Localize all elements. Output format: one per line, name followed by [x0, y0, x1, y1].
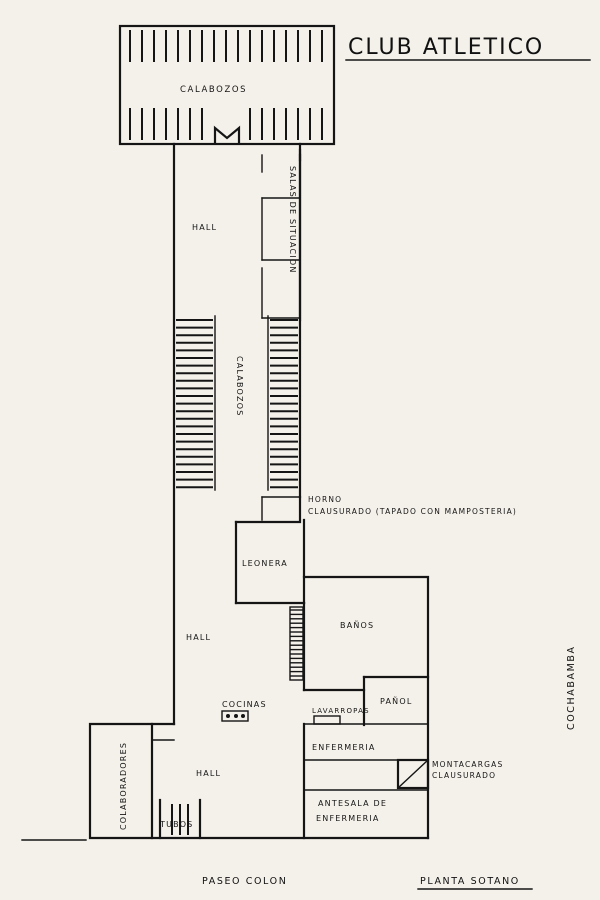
colaboradores-label: COLABORADORES	[119, 741, 128, 830]
horno-label-2: CLAUSURADO (TAPADO CON MAMPOSTERIA)	[308, 507, 518, 516]
street-paseo-colon: PASEO COLON	[202, 876, 288, 887]
leonera-room	[236, 520, 304, 603]
leonera-label: LEONERA	[242, 559, 288, 568]
top-block-entrance	[215, 128, 239, 143]
cocinas-label: COCINAS	[222, 700, 267, 709]
horno-label-1: HORNO	[308, 495, 343, 504]
banos-label: BAÑOS	[340, 621, 375, 630]
hall-lower-label: HALL	[196, 769, 222, 778]
tubos-label: TUBOS	[160, 820, 194, 829]
panol-label: PAÑOL	[380, 697, 413, 706]
lower-block	[90, 700, 503, 838]
stairs	[290, 607, 303, 680]
bottom-cell-bars	[130, 108, 322, 140]
left-cell-bars	[176, 320, 213, 487]
hall-upper-label: HALL	[192, 223, 218, 232]
antesala-label-1: ANTESALA DE	[318, 799, 388, 808]
lavarropas-label: LAVARROPAS	[312, 707, 370, 715]
top-cell-bars	[130, 30, 322, 62]
street-cochabamba: COCHABAMBA	[566, 645, 577, 730]
plan-label: PLANTA SOTANO	[420, 876, 520, 887]
enfermeria-label: ENFERMERIA	[312, 743, 376, 752]
calabozos-top-label: CALABOZOS	[180, 85, 248, 95]
calabozos-middle-label: CALABOZOS	[235, 356, 244, 417]
antesala-label-2: ENFERMERIA	[316, 814, 380, 823]
montacargas-label-2: CLAUSURADO	[432, 771, 497, 780]
plan-title: CLUB ATLETICO	[348, 35, 545, 60]
hall-middle-label: HALL	[186, 633, 212, 642]
top-calabozos-block	[120, 26, 334, 144]
montacargas-label-1: MONTACARGAS	[432, 760, 504, 769]
right-cell-bars	[270, 320, 298, 487]
salas-de-situacion-label: SALAS DE SITUACION	[288, 166, 297, 274]
